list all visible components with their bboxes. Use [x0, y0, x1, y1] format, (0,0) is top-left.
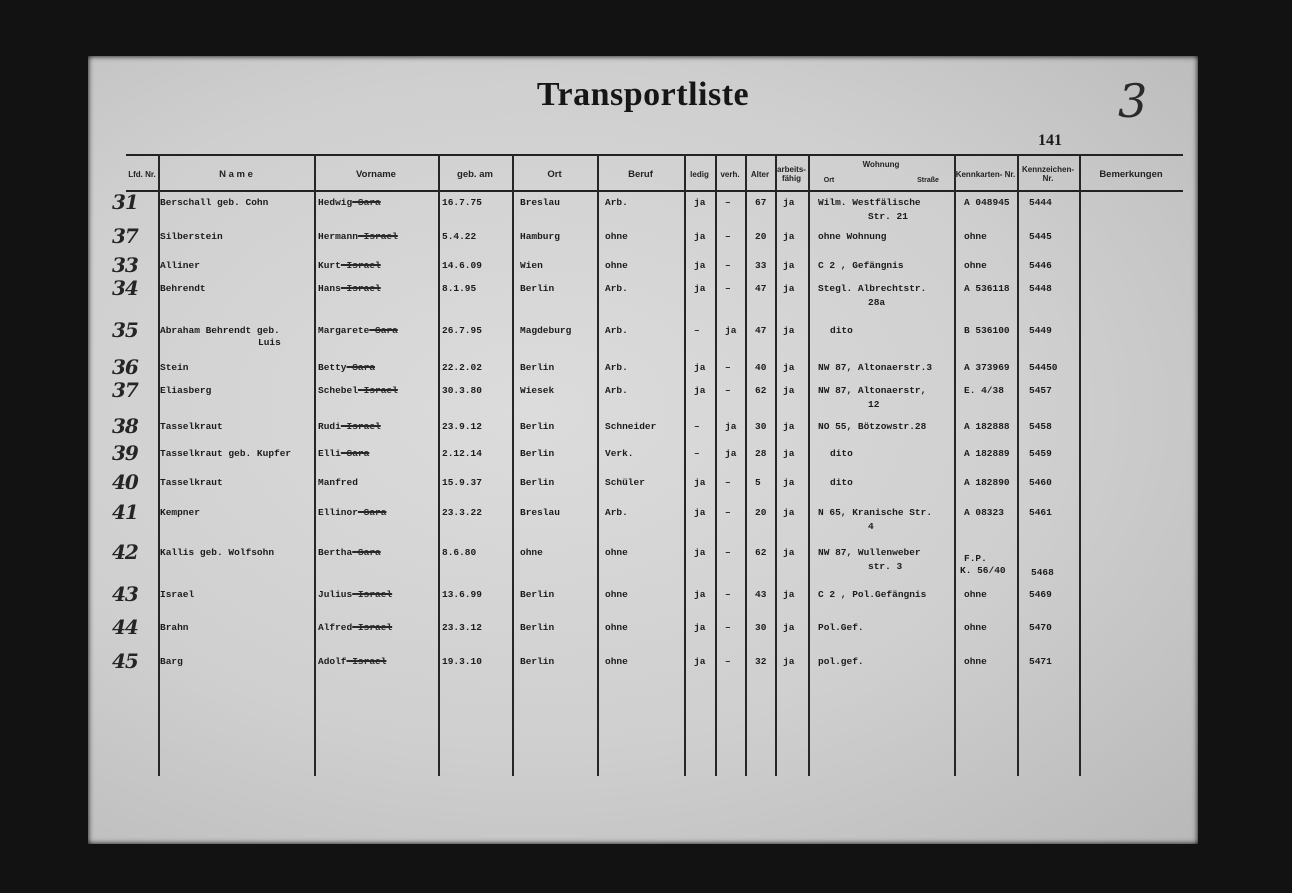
row-wohnung: Wilm. Westfälische [818, 197, 921, 208]
row-wohnung: C 2 , Pol.Gefängnis [818, 589, 927, 600]
column-header-wohnung: Wohnung [862, 160, 900, 169]
handwritten-row-number: 31 [112, 190, 138, 214]
struck-forced-middle-name: Sara [346, 362, 376, 373]
row-geburtsdatum: 23.3.22 [442, 507, 482, 518]
row-kennzeichen: 5470 [1029, 622, 1052, 633]
row-ledig: – [694, 448, 700, 459]
row-alter: 30 [755, 421, 767, 432]
row-wohnung-line2: 4 [868, 521, 874, 532]
row-alter: 67 [755, 197, 767, 208]
row-ledig: ja [694, 197, 706, 208]
struck-forced-middle-name: Israel [357, 231, 398, 242]
row-name: Tasselkraut [160, 477, 223, 488]
row-name-line2: Luis [258, 337, 281, 348]
row-name: Stein [160, 362, 189, 373]
row-ort: Magdeburg [520, 325, 572, 336]
row-vorname: Alfred Israel [318, 622, 393, 633]
column-header-arbeit: arbeits- fähig [777, 165, 806, 183]
row-kennzeichen: 5457 [1029, 385, 1052, 396]
row-name: Kallis geb. Wolfsohn [160, 547, 275, 558]
row-kennkarte: F.P. [964, 553, 987, 564]
row-verheiratet: – [725, 656, 731, 667]
row-alter: 62 [755, 385, 767, 396]
row-wohnung: Pol.Gef. [818, 622, 864, 633]
column-rule [158, 154, 160, 776]
column-rule [745, 154, 747, 776]
row-beruf: ohne [605, 231, 628, 242]
row-verheiratet: – [725, 197, 731, 208]
row-beruf: Arb. [605, 362, 628, 373]
row-kennkarte: ohne [964, 589, 987, 600]
column-rule [715, 154, 717, 776]
row-wohnung: NW 87, Altonaerstr.3 [818, 362, 933, 373]
row-beruf: Arb. [605, 197, 628, 208]
row-arbeitsfaehig: ja [783, 477, 795, 488]
wohnung-subheader-ort: Ort [823, 176, 835, 184]
column-rule [775, 154, 777, 776]
row-verheiratet: – [725, 547, 731, 558]
row-wohnung: Stegl. Albrechtstr. [818, 283, 927, 294]
row-beruf: Arb. [605, 385, 628, 396]
row-kennzeichen: 5448 [1029, 283, 1052, 294]
row-name: Barg [160, 656, 183, 667]
column-header-ledig: ledig [690, 169, 709, 179]
row-arbeitsfaehig: ja [783, 283, 795, 294]
column-rule [1017, 154, 1019, 776]
column-header-bem: Bemerkungen [1099, 168, 1163, 180]
row-beruf: ohne [605, 260, 628, 271]
row-ort: Berlin [520, 589, 555, 600]
row-geburtsdatum: 13.6.99 [442, 589, 482, 600]
row-wohnung: dito [830, 477, 853, 488]
row-geburtsdatum: 16.7.75 [442, 197, 482, 208]
row-kennzeichen: 5444 [1029, 197, 1052, 208]
row-wohnung-line2: str. 3 [868, 561, 903, 572]
row-kennkarte: B 536100 [964, 325, 1010, 336]
row-wohnung-line2: 28a [868, 297, 886, 308]
row-geburtsdatum: 19.3.10 [442, 656, 482, 667]
row-ledig: ja [694, 385, 706, 396]
struck-forced-middle-name: Israel [352, 589, 393, 600]
row-ort: Berlin [520, 656, 555, 667]
struck-forced-middle-name: Israel [340, 421, 381, 432]
row-ort: Breslau [520, 197, 560, 208]
struck-forced-middle-name: Israel [346, 656, 387, 667]
row-beruf: ohne [605, 656, 628, 667]
row-beruf: Arb. [605, 283, 628, 294]
handwritten-row-number: 38 [112, 414, 138, 438]
row-alter: 33 [755, 260, 767, 271]
row-ort: Wien [520, 260, 543, 271]
column-header-ort: Ort [547, 168, 562, 180]
row-alter: 20 [755, 231, 767, 242]
row-name: Brahn [160, 622, 189, 633]
row-kennzeichen: 5461 [1029, 507, 1052, 518]
row-alter: 62 [755, 547, 767, 558]
handwritten-row-number: 41 [112, 500, 138, 524]
row-kennkarte: A 182889 [964, 448, 1010, 459]
row-ledig: ja [694, 547, 706, 558]
struck-forced-middle-name: Sara [357, 507, 387, 518]
row-verheiratet: – [725, 507, 731, 518]
row-geburtsdatum: 8.6.80 [442, 547, 477, 558]
row-ort: Berlin [520, 622, 555, 633]
row-kennkarte: A 048945 [964, 197, 1010, 208]
row-name: Kempner [160, 507, 200, 518]
column-rule [1079, 154, 1081, 776]
row-ort: ohne [520, 547, 543, 558]
column-rule [438, 154, 440, 776]
struck-forced-middle-name: Sara [352, 547, 381, 558]
row-ledig: – [694, 325, 700, 336]
column-rule [314, 154, 316, 776]
page-number: 141 [1038, 132, 1062, 149]
handwritten-row-number: 37 [112, 378, 138, 402]
row-kennzeichen: 5471 [1029, 656, 1052, 667]
struck-forced-middle-name: Sara [340, 448, 370, 459]
row-beruf: Arb. [605, 325, 628, 336]
row-verheiratet: – [725, 362, 731, 373]
row-name: Abraham Behrendt geb. [160, 325, 280, 336]
row-kennzeichen: 5458 [1029, 421, 1052, 432]
row-vorname: Hedwig Sara [318, 197, 381, 208]
row-verheiratet: – [725, 589, 731, 600]
row-alter: 47 [755, 325, 767, 336]
handwritten-row-number: 39 [112, 441, 138, 465]
row-ledig: ja [694, 260, 706, 271]
row-vorname: Kurt Israel [318, 260, 381, 271]
row-arbeitsfaehig: ja [783, 507, 795, 518]
row-geburtsdatum: 30.3.80 [442, 385, 482, 396]
row-wohnung: NW 87, Altonaerstr, [818, 385, 927, 396]
row-beruf: ohne [605, 589, 628, 600]
row-geburtsdatum: 23.3.12 [442, 622, 482, 633]
column-header-beruf: Beruf [628, 168, 653, 180]
row-kennzeichen: 54450 [1029, 362, 1058, 373]
row-beruf: Schneider [605, 421, 657, 432]
handwritten-sheet-number: 3 [1118, 74, 1148, 128]
row-ort: Wiesek [520, 385, 555, 396]
row-verheiratet: – [725, 622, 731, 633]
row-arbeitsfaehig: ja [783, 622, 795, 633]
row-kennkarte: ohne [964, 656, 987, 667]
row-kennkarte: E. 4/38 [964, 385, 1004, 396]
row-kennzeichen: 5446 [1029, 260, 1052, 271]
column-header-verh: verh. [720, 169, 740, 179]
row-vorname: Bertha Sara [318, 547, 381, 558]
row-alter: 43 [755, 589, 767, 600]
row-beruf: Arb. [605, 507, 628, 518]
handwritten-row-number: 42 [112, 540, 138, 564]
row-wohnung: ohne Wohnung [818, 231, 887, 242]
row-ledig: ja [694, 656, 706, 667]
handwritten-row-number: 35 [112, 318, 138, 342]
column-header-alter: Alter [750, 169, 770, 179]
row-ledig: ja [694, 622, 706, 633]
struck-forced-middle-name: Sara [369, 325, 398, 336]
row-vorname: Hermann Israel [318, 231, 398, 242]
row-arbeitsfaehig: ja [783, 260, 795, 271]
row-arbeitsfaehig: ja [783, 421, 795, 432]
row-vorname: Julius Israel [318, 589, 393, 600]
row-alter: 28 [755, 448, 767, 459]
row-verheiratet: – [725, 385, 731, 396]
row-kennzeichen: 5468 [1031, 567, 1054, 578]
row-vorname: Ellinor Sara [318, 507, 387, 518]
row-alter: 30 [755, 622, 767, 633]
row-kennkarte: A 08323 [964, 507, 1004, 518]
column-rule [512, 154, 514, 776]
row-kennkarte: A 182888 [964, 421, 1010, 432]
row-arbeitsfaehig: ja [783, 362, 795, 373]
row-ort: Berlin [520, 448, 555, 459]
row-ledig: ja [694, 362, 706, 373]
row-alter: 32 [755, 656, 767, 667]
row-wohnung-line2: Str. 21 [868, 211, 908, 222]
row-arbeitsfaehig: ja [783, 656, 795, 667]
handwritten-row-number: 33 [112, 253, 138, 277]
row-name: Berschall geb. Cohn [160, 197, 269, 208]
row-ledig: ja [694, 477, 706, 488]
wohnung-subheader-strasse: Straße [917, 176, 939, 184]
row-geburtsdatum: 26.7.95 [442, 325, 482, 336]
row-vorname: Elli Sara [318, 448, 370, 459]
column-rule [597, 154, 599, 776]
row-ledig: ja [694, 283, 706, 294]
row-alter: 5 [755, 477, 761, 488]
row-verheiratet: – [725, 477, 731, 488]
row-geburtsdatum: 15.9.37 [442, 477, 482, 488]
row-beruf: Schüler [605, 477, 645, 488]
row-kennzeichen: 5449 [1029, 325, 1052, 336]
row-wohnung: N 65, Kranische Str. [818, 507, 933, 518]
row-vorname: Hans Israel [318, 283, 381, 294]
row-vorname: Adolf Israel [318, 656, 387, 667]
row-kennkarte-line2: K. 56/40 [960, 565, 1006, 576]
handwritten-row-number: 36 [112, 355, 138, 379]
row-alter: 47 [755, 283, 767, 294]
row-ledig: – [694, 421, 700, 432]
row-geburtsdatum: 8.1.95 [442, 283, 477, 294]
row-name: Silberstein [160, 231, 223, 242]
row-vorname: Margarete Sara [318, 325, 398, 336]
row-wohnung: NW 87, Wullenweber [818, 547, 921, 558]
page-title: Transportliste [536, 76, 750, 113]
column-rule [954, 154, 956, 776]
row-name: Israel [160, 589, 195, 600]
column-header-name: N a m e [219, 168, 253, 180]
row-beruf: ohne [605, 622, 628, 633]
column-rule [808, 154, 810, 776]
row-name: Eliasberg [160, 385, 212, 396]
column-rule [684, 154, 686, 776]
row-wohnung: NO 55, Bötzowstr.28 [818, 421, 927, 432]
row-arbeitsfaehig: ja [783, 385, 795, 396]
row-ort: Berlin [520, 362, 555, 373]
handwritten-row-number: 43 [112, 582, 138, 606]
row-vorname: Betty Sara [318, 362, 376, 373]
row-name: Alliner [160, 260, 200, 271]
row-vorname: Rudi Israel [318, 421, 381, 432]
row-alter: 40 [755, 362, 767, 373]
column-header-kenn_nr: Kennkarten- Nr. [955, 169, 1016, 179]
column-header-vorname: Vorname [356, 168, 396, 180]
row-ort: Berlin [520, 477, 555, 488]
row-verheiratet: – [725, 283, 731, 294]
row-kennkarte: ohne [964, 622, 987, 633]
row-arbeitsfaehig: ja [783, 589, 795, 600]
handwritten-row-number: 44 [112, 615, 138, 639]
row-ort: Berlin [520, 421, 555, 432]
row-ort: Breslau [520, 507, 560, 518]
row-geburtsdatum: 14.6.09 [442, 260, 482, 271]
struck-forced-middle-name: Sara [352, 197, 381, 208]
row-name: Tasselkraut geb. Kupfer [160, 448, 292, 459]
handwritten-row-number: 45 [112, 649, 138, 673]
row-wohnung-line2: 12 [868, 399, 880, 410]
handwritten-row-number: 37 [112, 224, 138, 248]
row-kennzeichen: 5445 [1029, 231, 1052, 242]
row-name: Tasselkraut [160, 421, 223, 432]
struck-forced-middle-name: Israel [357, 385, 398, 396]
row-ledig: ja [694, 507, 706, 518]
row-wohnung: C 2 , Gefängnis [818, 260, 904, 271]
row-geburtsdatum: 2.12.14 [442, 448, 482, 459]
row-geburtsdatum: 22.2.02 [442, 362, 482, 373]
row-beruf: ohne [605, 547, 628, 558]
column-header-geb: geb. am [457, 168, 493, 180]
row-arbeitsfaehig: ja [783, 448, 795, 459]
row-kennkarte: A 182890 [964, 477, 1010, 488]
handwritten-row-number: 34 [112, 276, 138, 300]
row-arbeitsfaehig: ja [783, 325, 795, 336]
row-wohnung: dito [830, 448, 853, 459]
row-kennzeichen: 5459 [1029, 448, 1052, 459]
struck-forced-middle-name: Israel [340, 260, 381, 271]
column-header-nr: Lfd. Nr. [128, 169, 156, 179]
row-kennkarte: A 373969 [964, 362, 1010, 373]
row-ort: Hamburg [520, 231, 560, 242]
row-kennzeichen: 5460 [1029, 477, 1052, 488]
struck-forced-middle-name: Israel [340, 283, 381, 294]
row-wohnung: dito [830, 325, 853, 336]
row-arbeitsfaehig: ja [783, 197, 795, 208]
document-sheet [88, 56, 1198, 844]
row-verheiratet: – [725, 260, 731, 271]
row-name: Behrendt [160, 283, 206, 294]
row-geburtsdatum: 5.4.22 [442, 231, 477, 242]
column-header-kennz: Kennzeichen- Nr. [1021, 165, 1074, 183]
row-vorname: Schebel Israel [318, 385, 398, 396]
row-verheiratet: – [725, 231, 731, 242]
row-verheiratet: ja [725, 325, 737, 336]
row-geburtsdatum: 23.9.12 [442, 421, 482, 432]
row-kennkarte: ohne [964, 231, 987, 242]
row-ledig: ja [694, 231, 706, 242]
row-arbeitsfaehig: ja [783, 231, 795, 242]
row-verheiratet: ja [725, 421, 737, 432]
row-verheiratet: ja [725, 448, 737, 459]
struck-forced-middle-name: Israel [352, 622, 393, 633]
row-alter: 20 [755, 507, 767, 518]
row-arbeitsfaehig: ja [783, 547, 795, 558]
row-kennkarte: A 536118 [964, 283, 1010, 294]
row-beruf: Verk. [605, 448, 634, 459]
row-kennkarte: ohne [964, 260, 987, 271]
row-kennzeichen: 5469 [1029, 589, 1052, 600]
row-ledig: ja [694, 589, 706, 600]
row-vorname: Manfred [318, 477, 358, 488]
row-wohnung: pol.gef. [818, 656, 864, 667]
handwritten-row-number: 40 [112, 470, 138, 494]
row-ort: Berlin [520, 283, 555, 294]
